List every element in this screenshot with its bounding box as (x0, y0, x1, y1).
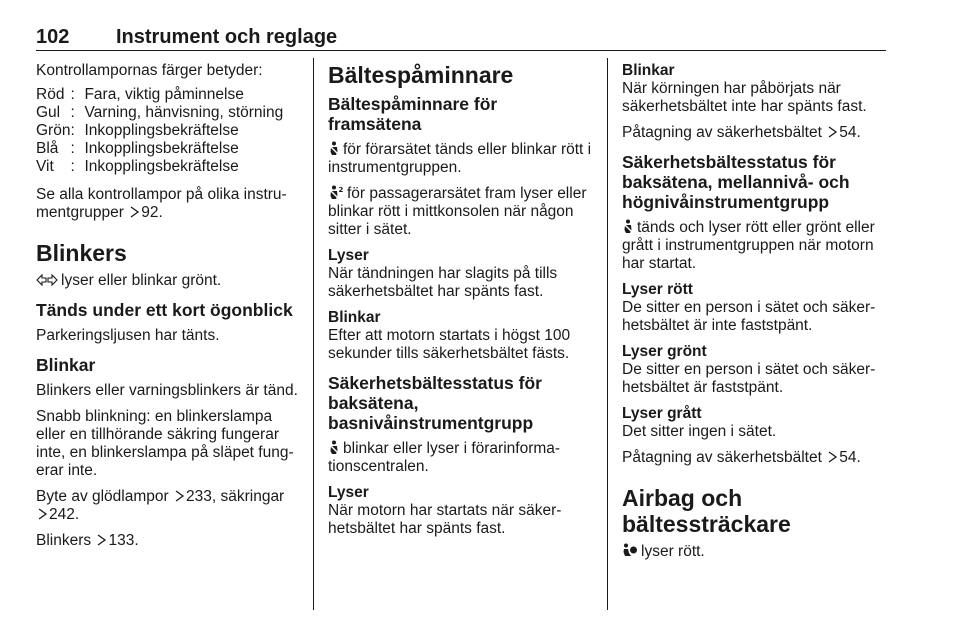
column-left (36, 62, 302, 558)
airbag-text: lyser rött. (622, 543, 888, 561)
cross-reference-icon (129, 206, 140, 218)
blinkar-text: Blinkers eller varningsblinkers är tänd. (36, 382, 298, 399)
rear-status-text: blinkar eller lyser i förarinforma-tionscentralen. (328, 440, 561, 475)
fasten-seatbelt-paragraph: Påtagning av säkerhetsbältet 54. (622, 124, 861, 141)
cross-reference-link[interactable]: 133. (108, 532, 139, 549)
color-row: Vit : Inkopplingsbekräftelse (36, 158, 239, 175)
color-table (36, 86, 283, 176)
color-row: Röd : Fara, viktig påminnelse (36, 86, 244, 103)
subheading-front-seats: Bältespåminnare för framsätena (328, 94, 498, 134)
label-lyser: Lyser (328, 247, 369, 264)
subheading-rear-status-basic: Säkerhetsbältesstatus för baksätena, basnivåinstrumentgrupp (328, 373, 542, 433)
short-moment-text: Parkeringsljusen har tänts. (36, 327, 220, 344)
blinkers-paragraph: lyser eller blinkar grönt. (36, 272, 302, 290)
page-number: 102 (36, 26, 70, 48)
cross-reference-icon (96, 534, 107, 546)
seatbelt-icon (328, 440, 340, 455)
column-middle (328, 62, 594, 546)
lyser-gratt-text: Det sitter ingen i sätet. (622, 423, 777, 440)
page-header (36, 22, 886, 51)
colors-intro: Kontrollampornas färger betyder: (36, 62, 263, 79)
label-lyser: Lyser (328, 484, 369, 501)
driver-seatbelt-text: för förarsätet tänds eller blinkar rött i instrumentgruppen. (328, 141, 592, 176)
cross-reference-link[interactable]: 233, säkringar (186, 488, 285, 505)
color-row: Gul : Varning, hänvisning, störning (36, 104, 284, 121)
cross-reference-icon (37, 508, 48, 520)
svg-text:2: 2 (338, 186, 344, 194)
color-row: Grön : Inkopplingsbekräftelse (36, 122, 239, 139)
label-lyser-rott: Lyser rött (622, 281, 693, 298)
status-text: tänds och lyser rött eller grönt eller grått i instrumentgruppen när motorn har startat. (622, 219, 875, 272)
column-right (622, 62, 888, 569)
fast-blink-text: Snabb blinkning: en blinkerslampa eller en tillhörande säkring fungerar inte, en blinkerslampa på släpet fung-erar inte. (36, 408, 294, 479)
label-lyser-gront: Lyser grönt (622, 343, 707, 360)
cross-reference-icon (827, 451, 838, 463)
section-heading-airbag: Airbag och bältessträckare (622, 485, 791, 537)
passenger-seatbelt-icon (328, 185, 344, 200)
color-row: Blå : Inkopplingsbekräftelse (36, 140, 239, 157)
turn-signal-icon (36, 273, 58, 287)
cross-reference-link[interactable]: 242. (49, 506, 80, 523)
passenger-seatbelt-text: 2 för passagerarsätet fram lyser eller blinkar rött i mittkonsolen när någon sitter i sätet. (328, 185, 587, 238)
cross-reference-link[interactable]: 54. (839, 124, 861, 141)
lyser-text: När tändningen har slagits på tills säkerhetsbältet har spänts fast. (328, 265, 558, 300)
lyser-gront-text: De sitter en person i sätet och säker-hetsbältet är faststpänt. (622, 361, 876, 396)
subheading-blinkar: Blinkar (36, 355, 96, 375)
lyser-rott-text: De sitter en person i sätet och säker-hetsbältet är inte faststpänt. (622, 299, 876, 334)
seatbelt-icon (622, 219, 634, 234)
column-divider (313, 58, 314, 610)
blinkar-text: När körningen har påbörjats när säkerhetsbältet inte har spänts fast. (622, 80, 867, 115)
cross-reference-icon (174, 490, 185, 502)
section-heading-seatbelt-reminder: Bältespåminnare (328, 62, 514, 88)
cross-reference-link[interactable]: 54. (839, 449, 861, 466)
label-blinkar: Blinkar (328, 309, 381, 326)
lyser-text: När motorn har startats när säker-hetsbältet har spänts fast. (328, 502, 562, 537)
blinkar-text: Efter att motorn startats i högst 100 sekunder tills säkerhetsbältet fästs. (328, 327, 571, 362)
blinkers-ref-paragraph: Blinkers 133. (36, 532, 139, 549)
fasten-seatbelt-paragraph: Påtagning av säkerhetsbältet 54. (622, 449, 861, 466)
cross-reference-link[interactable]: 92. (141, 204, 163, 221)
bulb-paragraph: Byte av glödlampor 233, säkringar 242. (36, 488, 285, 523)
label-blinkar: Blinkar (622, 62, 675, 79)
chapter-title: Instrument och reglage (116, 26, 338, 48)
see-all-paragraph: Se alla kontrollampor på olika instru-mentgrupper 92. (36, 186, 287, 221)
column-divider (607, 58, 608, 610)
section-heading-blinkers: Blinkers (36, 240, 127, 266)
seatbelt-icon (328, 141, 340, 156)
subheading-short-moment: Tänds under ett kort ögonblick (36, 300, 293, 320)
airbag-icon (622, 543, 638, 558)
cross-reference-icon (827, 126, 838, 138)
subheading-rear-status-mid-high: Säkerhetsbältesstatus för baksätena, mellannivå- och högnivåinstrumentgrupp (622, 152, 850, 212)
label-lyser-gratt: Lyser grått (622, 405, 702, 422)
